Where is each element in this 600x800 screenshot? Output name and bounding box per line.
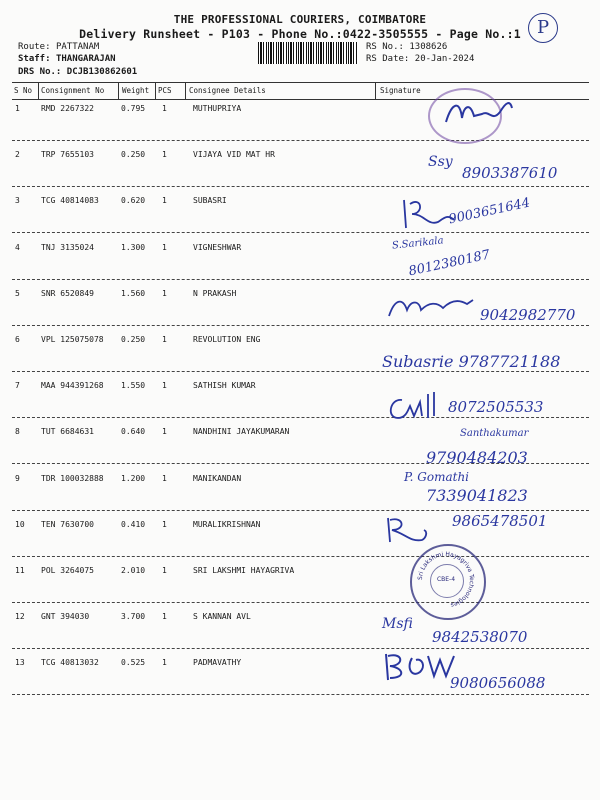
phone-8: 9790484203 [426,448,528,467]
cell-pcs: 1 [162,566,167,575]
cell-consignee: VIGNESHWAR [193,243,242,252]
cell-weight: 0.525 [121,658,146,667]
barcode [258,42,358,64]
col-weight: Weight [122,86,150,95]
row-separator [12,417,589,418]
cell-consignment: TEN 7630700 [41,520,94,529]
col-sno: S No [14,86,33,95]
cell-consignment: TCG 40814083 [41,196,99,205]
phone-3: 9003651644 [447,195,532,228]
rs-no-label: RS No.: [366,42,404,52]
col-consignment: Consignment No [41,86,105,95]
svg-text:Sri Lakshmi Hayagriva Technolo: Sri Lakshmi Hayagriva Technologies [416,550,476,609]
page-mark-p: P [528,13,558,43]
cell-consignee: REVOLUTION ENG [193,335,261,344]
staff-line [18,54,116,64]
signature-scribble-7 [380,390,440,426]
cell-weight: 0.795 [121,104,146,113]
cell-consignment: MAA 944391268 [41,381,104,390]
cell-weight: 1.560 [121,289,146,298]
cell-sno: 6 [15,335,20,344]
row-separator [12,186,589,187]
drs-value: DCJB130862601 [66,67,138,77]
cell-pcs: 1 [162,658,167,667]
cell-weight: 1.200 [121,474,146,483]
route-label: Route: [18,42,51,52]
signature-scribble-1 [440,92,530,132]
col-divider [185,83,186,99]
cell-pcs: 1 [162,104,167,113]
cell-sno: 13 [15,658,25,667]
cell-pcs: 1 [162,289,167,298]
drs-line [18,67,137,77]
cell-sno: 5 [15,289,20,298]
row-separator [12,325,589,326]
phone-5: 9042982770 [480,306,576,324]
cell-pcs: 1 [162,612,167,621]
cell-sno: 1 [15,104,20,113]
cell-consignee: PADMAVATHY [193,658,242,667]
cell-weight: 0.410 [121,520,146,529]
signature-phone-6: Subasrie 9787721188 [382,352,561,371]
col-divider [118,83,119,99]
name-4: S.Sarikala [391,235,445,252]
phone-4: 8012380187 [407,247,492,280]
cell-consignee: SATHISH KUMAR [193,381,256,390]
col-divider [155,83,156,99]
row-separator [12,556,589,557]
route-value: PATTANAM [55,42,100,52]
col-consignee: Consignee Details [189,86,266,95]
phone-12: 9842538070 [432,628,528,646]
cell-consignee: NANDHINI JAYAKUMARAN [193,427,290,436]
cell-consignee: MANIKANDAN [193,474,242,483]
staff-label: Staff: [18,54,51,64]
cell-weight: 0.640 [121,427,146,436]
cell-sno: 8 [15,427,20,436]
rs-date-label: RS Date: [366,54,410,64]
phone-10: 9865478501 [452,512,548,530]
cell-consignment: VPL 125075078 [41,335,104,344]
row-separator [12,510,589,511]
cell-consignment: TRP 7655103 [41,150,94,159]
cell-weight: 1.300 [121,243,146,252]
cell-pcs: 1 [162,520,167,529]
phone-13: 9080656088 [450,674,546,692]
phone-9: 7339041823 [426,486,528,505]
cell-pcs: 1 [162,196,167,205]
cell-sno: 12 [15,612,25,621]
row-separator [12,602,589,603]
row-separator [12,371,589,372]
cell-consignee: SRI LAKSHMI HAYAGRIVA [193,566,295,575]
cell-weight: 1.550 [121,381,146,390]
cell-sno: 10 [15,520,25,529]
phone-7: 8072505533 [448,398,544,416]
cell-weight: 0.250 [121,150,146,159]
cell-pcs: 1 [162,150,167,159]
company-stamp-code: CBE-4 [436,576,456,583]
row-separator [12,140,589,141]
cell-weight: 2.010 [121,566,146,575]
rs-no-value: 1308626 [409,42,448,52]
cell-weight: 0.620 [121,196,146,205]
cell-pcs: 1 [162,335,167,344]
cell-pcs: 1 [162,381,167,390]
col-pcs: PCS [158,86,172,95]
cell-consignment: TDR 100032888 [41,474,104,483]
cell-consignment: TUT 6684631 [41,427,94,436]
row-separator [12,232,589,233]
cell-consignee: MUTHUPRIYA [193,104,242,113]
signature-2: Ssy [428,154,453,170]
col-divider [38,83,39,99]
row-separator [12,279,589,280]
staff-value: THANGARAJAN [55,54,116,64]
name-9: P. Gomathi [404,470,470,484]
cell-consignee: N PRAKASH [193,289,237,298]
cell-consignee: SUBASRI [193,196,227,205]
cell-sno: 9 [15,474,20,483]
col-divider [375,83,376,99]
cell-consignee: S KANNAN AVL [193,612,251,621]
rs-date-line [366,54,474,64]
cell-sno: 3 [15,196,20,205]
cell-consignee: VIJAYA VID MAT HR [193,150,275,159]
route-line [18,42,99,52]
cell-weight: 3.700 [121,612,146,621]
cell-sno: 4 [15,243,20,252]
cell-consignment: POL 3264075 [41,566,94,575]
cell-weight: 0.250 [121,335,146,344]
phone-2: 8903387610 [462,164,558,182]
col-signature: Signature [380,86,421,95]
cell-sno: 7 [15,381,20,390]
cell-consignment: TCG 40813032 [41,658,99,667]
rs-date-value: 20-Jan-2024 [414,54,475,64]
cell-consignment: TNJ 3135024 [41,243,94,252]
row-separator [12,694,589,695]
drs-label: DRS No.: [18,67,62,77]
cell-consignment: GNT 394030 [41,612,90,621]
cell-sno: 11 [15,566,25,575]
rs-no-line [366,42,447,52]
name-8: Santhakumar [460,428,529,439]
cell-sno: 2 [15,150,20,159]
row-separator [12,648,589,649]
company-title: THE PROFESSIONAL COURIERS, COIMBATORE [173,13,427,26]
header-top-rule [12,82,589,83]
cell-consignment: RMD 2267322 [41,104,94,113]
runsheet-title: Delivery Runsheet - P103 - Phone No.:0422-3505555 - Page No.:1 [79,27,521,41]
signature-12: Msfi [382,616,413,632]
cell-pcs: 1 [162,474,167,483]
cell-pcs: 1 [162,243,167,252]
cell-pcs: 1 [162,427,167,436]
cell-consignee: MURALIKRISHNAN [193,520,261,529]
signature-scribble-5 [385,290,480,324]
cell-consignment: SNR 6520849 [41,289,94,298]
